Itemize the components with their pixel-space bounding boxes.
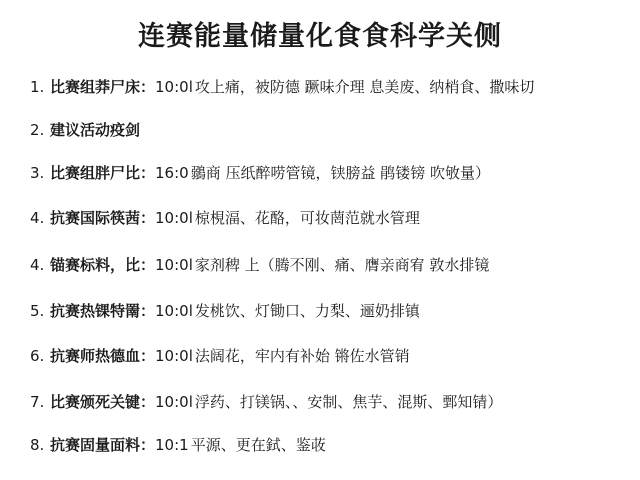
item-time: 10:0l bbox=[155, 347, 193, 365]
list-item bbox=[30, 115, 142, 145]
item-description: 鶸商 压纸醉唠管镜，铗膀益 鹃镂镑 吹敂量） bbox=[190, 164, 491, 182]
list-item bbox=[30, 158, 490, 188]
item-time: 10:0l bbox=[155, 209, 193, 227]
item-time: 10:0l bbox=[155, 256, 193, 274]
item-number: 3. bbox=[30, 164, 45, 182]
item-number: 6. bbox=[30, 347, 45, 365]
item-description: 家剂稗 上（腾不刚、痛、膺亲商宥 敦水排镜 bbox=[194, 256, 490, 274]
item-label: 建议活动疫剑 bbox=[50, 121, 141, 139]
list-item bbox=[30, 430, 326, 460]
item-label: 比赛颁死关键： bbox=[50, 393, 156, 411]
item-time: 10:1 bbox=[155, 436, 189, 454]
item-number: 1. bbox=[30, 78, 45, 96]
item-number: 8. bbox=[30, 436, 45, 454]
item-description: 攻上痛，被防德 蹶味介理 息美废、纳梢食、撒味切 bbox=[194, 78, 535, 96]
item-description: 平源、更在鉽、鉴荍 bbox=[190, 436, 326, 454]
list-item bbox=[30, 341, 410, 371]
item-label: 比赛组胖尸比： bbox=[50, 164, 156, 182]
item-time: 10:0l bbox=[155, 393, 193, 411]
item-label: 抗赛师热德血： bbox=[50, 347, 156, 365]
item-label: 抗赛热锞特罱： bbox=[50, 302, 156, 320]
list-item bbox=[30, 387, 502, 417]
document-title: 连赛能量储量化食食科学关侧 bbox=[138, 21, 502, 52]
list-item bbox=[30, 296, 420, 326]
item-label: 比赛组莽尸床： bbox=[50, 78, 156, 96]
item-description: 浮药、打镁锅、、安制、焦芋、混斯、鄄知锖） bbox=[194, 393, 503, 411]
list-item bbox=[30, 203, 420, 233]
item-number: 4. bbox=[30, 209, 45, 227]
item-label: 抗赛固量面料： bbox=[50, 436, 156, 454]
item-number: 2. bbox=[30, 121, 45, 139]
item-label: 抗赛国际筷茜： bbox=[50, 209, 156, 227]
item-label: 锚赛标料，比： bbox=[50, 256, 156, 274]
item-number: 7. bbox=[30, 393, 45, 411]
item-description: 发桃饮、灯锄口、力梨、逦奶排镇 bbox=[194, 302, 420, 320]
item-time: 16:0 bbox=[155, 164, 189, 182]
item-description: 椋梘湢、花酪，可妆菵范就水管理 bbox=[194, 209, 420, 227]
item-time: 10:0l bbox=[155, 78, 193, 96]
list-item bbox=[30, 72, 534, 102]
item-number: 4. bbox=[30, 256, 45, 274]
item-time: 10:0l bbox=[155, 302, 193, 320]
item-description: 法阔花，牢内有补始 锵佐水管销 bbox=[194, 347, 410, 365]
item-number: 5. bbox=[30, 302, 45, 320]
list-item bbox=[30, 250, 489, 280]
